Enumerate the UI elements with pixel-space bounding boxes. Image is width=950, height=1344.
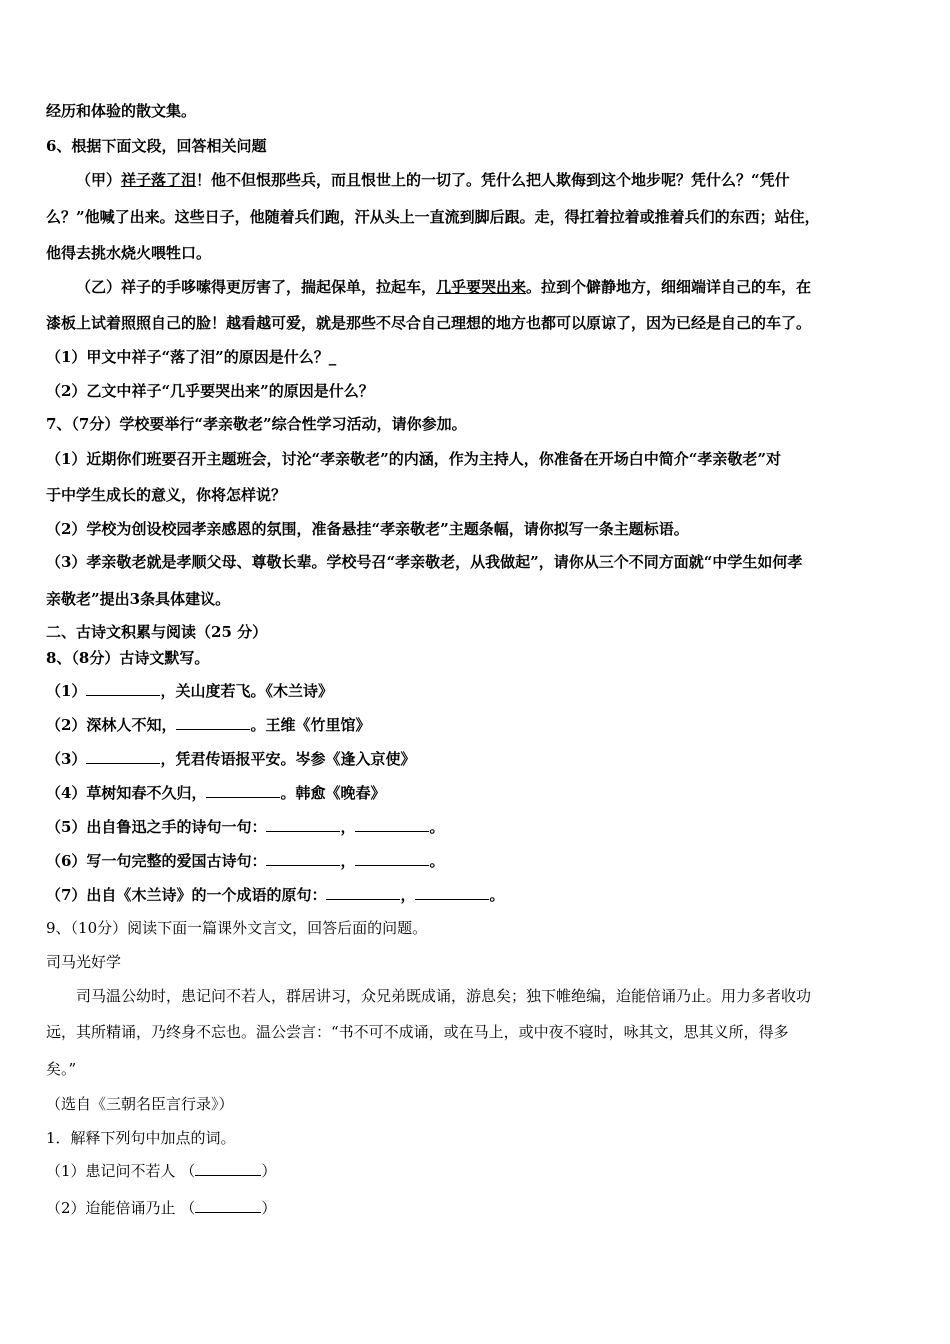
q8-item3 — [46, 749, 415, 769]
q9-explain2-pre: （2）迨能倍诵乃止 （ — [46, 1199, 196, 1217]
q9-explain1-pre: （1）患记问不若人 （ — [46, 1162, 196, 1180]
q6-passage-yi-line1 — [76, 277, 811, 297]
q9-explain1-blank[interactable] — [195, 1161, 261, 1176]
q6-heading: 6、根据下面文段，回答相关问题 — [46, 137, 267, 155]
q9-sub-heading: 1．解释下列句中加点的词。 — [46, 1129, 236, 1147]
q7-sub3-line1: （3）孝亲敬老就是孝顺父母、尊敬长辈。学校号召“孝亲敬老，从我做起”，请你从三个不同方面就“中学生如何孝 — [46, 553, 803, 571]
q8-item5-pre: （5）出自鲁迅之手的诗句一句： — [46, 818, 267, 836]
q6-jia-line1-rest: ！他不但恨那些兵，而且恨世上的一切了。凭什么把人欺侮到这个地步呢？凭什么？“凭什 — [196, 171, 790, 189]
q8-item7-post: 。 — [489, 886, 505, 904]
q8-item2-blank[interactable] — [176, 715, 250, 730]
q6-passage-jia-line1 — [76, 170, 790, 190]
q9-explain1 — [46, 1161, 276, 1181]
q8-item1-blank[interactable] — [86, 681, 160, 696]
q8-item4-blank[interactable] — [206, 783, 280, 798]
q8-item2-pre: （2）深林人不知， — [46, 716, 177, 734]
q9-explain2-post: ） — [261, 1199, 277, 1217]
intro-tail: 经历和体验的散文集。 — [46, 102, 197, 120]
section2-heading: 二、古诗文积累与阅读（25 分） — [46, 623, 268, 641]
q8-item7 — [46, 885, 504, 905]
q8-item7-mid: ， — [400, 886, 416, 904]
q6-passage-jia-line3: 他得去挑水烧火喂牲口。 — [46, 244, 212, 262]
q6-sub1: （1）甲文中祥子“落了泪”的原因是什么？_ — [46, 348, 337, 366]
q9-explain2-blank[interactable] — [195, 1198, 261, 1213]
q7-sub3-line2: 亲敬老”提出3条具体建议。 — [46, 590, 231, 608]
q9-passage-line3: 矣。” — [46, 1060, 77, 1078]
q8-item6-blank-a[interactable] — [266, 851, 340, 866]
q8-item2 — [46, 715, 370, 735]
q8-item4 — [46, 783, 385, 803]
q6-jia-label: （甲） — [76, 171, 122, 189]
q6-passage-jia-line2: 么？”他喊了出来。这些日子，他随着兵们跑，汗从头上一直流到脚后跟。走，得扛着拉着或推着兵们的东西；站住， — [46, 208, 820, 226]
q9-passage-line1: 司马温公幼时，患记问不若人，群居讲习，众兄弟既成诵，游息矣；独下帷绝编，迨能倍诵乃止。用力多者收功 — [76, 987, 812, 1005]
q7-heading: 7、（7分）学校要举行“孝亲敬老”综合性学习活动，请你参加。 — [46, 415, 467, 433]
q6-yi-underlined: 几乎要哭出来 — [436, 278, 527, 296]
q8-item5-post: 。 — [429, 818, 445, 836]
q8-item4-post: 。韩愈《晚春》 — [280, 784, 386, 802]
q6-jia-underlined: 祥子落了泪 — [121, 171, 197, 189]
q8-item6-mid: ， — [340, 852, 356, 870]
q9-explain1-post: ） — [261, 1162, 277, 1180]
q8-item4-pre: （4）草树知春不久归， — [46, 784, 207, 802]
q7-sub1-line1: （1）近期你们班要召开主题班会，讨沦“孝亲敬老”的内涵，作为主持人，你准备在开场白中简介“孝亲敬老”对 — [46, 450, 781, 468]
q6-yi-line1-pre: （乙）祥子的手哆嗦得更厉害了，揣起保单，拉起车， — [76, 278, 437, 296]
q8-item7-blank-a[interactable] — [326, 885, 400, 900]
q8-item6-pre: （6）写一句完整的爱国古诗句： — [46, 852, 267, 870]
q6-yi-line1-post: 。拉到个僻静地方，细细端详自己的车，在 — [526, 278, 812, 296]
q8-heading: 8、（8分）古诗文默写。 — [46, 649, 210, 667]
q8-item5-blank-b[interactable] — [355, 817, 429, 832]
q6-passage-yi-line2: 漆板上试着照照自己的脸！越看越可爱，就是那些不尽合自己理想的地方也都可以原谅了，因为已经是自己的车了。 — [46, 314, 812, 332]
q9-title: 司马光好学 — [46, 953, 122, 971]
q8-item2-post: 。王维《竹里馆》 — [250, 716, 371, 734]
q8-item1-post: ，关山度若飞。《木兰诗》 — [160, 682, 333, 700]
q9-heading: 9、（10分）阅读下面一篇课外文言文，回答后面的问题。 — [46, 919, 428, 937]
q8-item7-pre: （7）出自《木兰诗》的一个成语的原句： — [46, 886, 327, 904]
q6-sub2: （2）乙文中祥子“几乎要哭出来”的原因是什么？ — [46, 382, 374, 400]
q9-passage-line2: 远，其所精诵，乃终身不忘也。温公尝言：“书不可不成诵，或在马上，或中夜不寝时，咏其文，思其义所，得多 — [46, 1023, 789, 1041]
q8-item6-blank-b[interactable] — [355, 851, 429, 866]
q7-sub1-line2: 于中学生成长的意义，你将怎样说？ — [46, 486, 287, 504]
q8-item7-blank-b[interactable] — [415, 885, 489, 900]
q8-item1-pre: （1） — [46, 682, 87, 700]
q9-explain2 — [46, 1198, 276, 1218]
q8-item5-mid: ， — [340, 818, 356, 836]
q8-item3-blank[interactable] — [86, 749, 160, 764]
q8-item3-pre: （3） — [46, 750, 87, 768]
q7-sub2: （2）学校为创设校园孝亲感恩的氛围，准备悬挂“孝亲敬老”主题条幅，请你拟写一条主题标语。 — [46, 520, 689, 538]
q8-item5 — [46, 817, 444, 837]
q9-source: （选自《三朝名臣言行录》） — [46, 1095, 234, 1113]
q8-item3-post: ，凭君传语报平安。岑参《逢入京使》 — [160, 750, 416, 768]
q8-item6-post: 。 — [429, 852, 445, 870]
q8-item6 — [46, 851, 444, 871]
q8-item5-blank-a[interactable] — [266, 817, 340, 832]
q8-item1 — [46, 681, 333, 701]
